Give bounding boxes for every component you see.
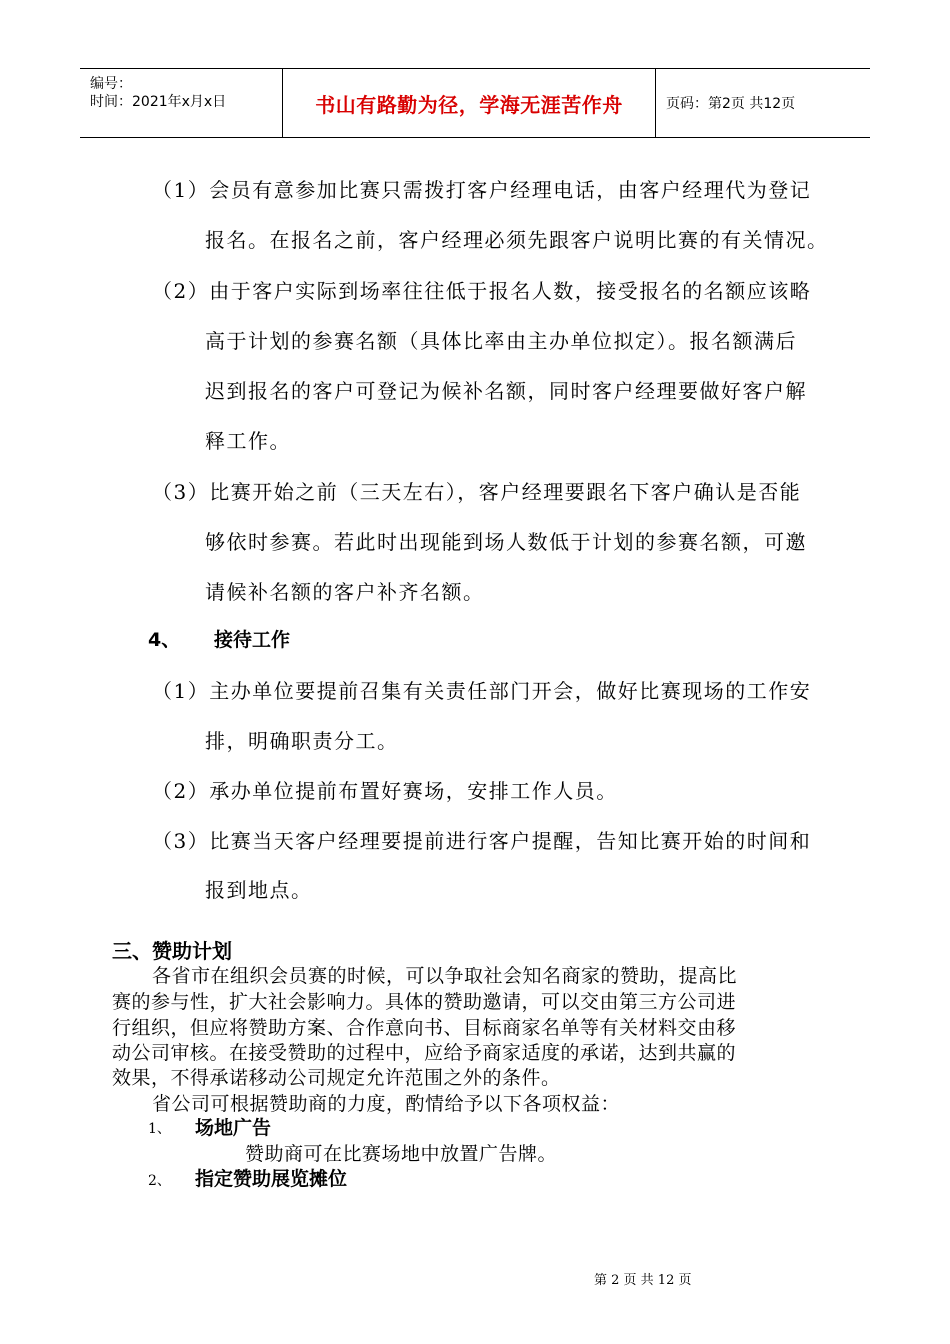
page-footer: 第 2 页 共 12 页 <box>594 1273 692 1288</box>
paragraph-line: （3）比赛当天客户经理要提前进行客户提醒，告知比赛开始的时间和 <box>152 829 812 853</box>
document-header <box>80 68 870 138</box>
paragraph-line: （2）由于客户实际到场率往往低于报名人数，接受报名的名额应该略 <box>152 279 812 303</box>
benefit-description: 赞助商可在比赛场地中放置广告牌。 <box>245 1143 558 1165</box>
paragraph-line: 排，明确职责分工。 <box>205 729 399 753</box>
paragraph-line: 各省市在组织会员赛的时候，可以争取社会知名商家的赞助，提高比 <box>152 965 738 987</box>
header-motto: 书山有路勤为径，学海无涯苦作舟 <box>315 92 623 117</box>
section-number: 4、 <box>148 629 181 651</box>
list-number: 2、 <box>148 1173 171 1189</box>
paragraph-line: 高于计划的参赛名额（具体比率由主办单位拟定）。报名额满后 <box>205 329 797 353</box>
header-divider <box>655 69 656 137</box>
paragraph-line: 效果，不得承诺移动公司规定允许范围之外的条件。 <box>112 1067 561 1089</box>
paragraph-line: 请候补名额的客户补齐名额。 <box>205 580 485 604</box>
paragraph-line: 动公司审核。在接受赞助的过程中，应给予商家适度的承诺，达到共赢的 <box>112 1042 737 1064</box>
paragraph-line: （1）主办单位要提前召集有关责任部门开会，做好比赛现场的工作安 <box>152 679 812 703</box>
document-time-label: 时间：2021年x月x日 <box>90 94 227 110</box>
benefit-title: 场地广告 <box>195 1117 272 1139</box>
section-heading: 接待工作 <box>214 629 291 651</box>
paragraph-line: 够依时参赛。若此时出现能到场人数低于计划的参赛名额，可邀 <box>205 530 807 554</box>
paragraph-line: 释工作。 <box>205 429 291 453</box>
document-number-label: 编号： <box>90 76 132 92</box>
paragraph-line: （2）承办单位提前布置好赛场，安排工作人员。 <box>152 779 618 803</box>
paragraph-line: 迟到报名的客户可登记为候补名额，同时客户经理要做好客户解 <box>205 379 807 403</box>
paragraph-line: 报名。在报名之前，客户经理必须先跟客户说明比赛的有关情况。 <box>205 228 829 252</box>
paragraph-line: 赛的参与性，扩大社会影响力。具体的赞助邀请，可以交由第三方公司进 <box>112 991 737 1013</box>
paragraph-line: （1）会员有意参加比赛只需拨打客户经理电话，由客户经理代为登记 <box>152 178 812 202</box>
paragraph-line: 报到地点。 <box>205 878 313 902</box>
paragraph-line: （3）比赛开始之前（三天左右），客户经理要跟名下客户确认是否能 <box>152 480 802 504</box>
list-number: 1、 <box>148 1121 171 1137</box>
section-heading: 三、赞助计划 <box>112 939 232 963</box>
header-page-info: 页码：第2页 共12页 <box>666 96 796 112</box>
paragraph-line: 行组织，但应将赞助方案、合作意向书、目标商家名单等有关材料交由移 <box>112 1017 737 1039</box>
header-meta-cell <box>80 69 282 137</box>
paragraph-line: 省公司可根据赞助商的力度，酌情给予以下各项权益： <box>152 1093 621 1115</box>
benefit-title: 指定赞助展览摊位 <box>195 1168 348 1190</box>
